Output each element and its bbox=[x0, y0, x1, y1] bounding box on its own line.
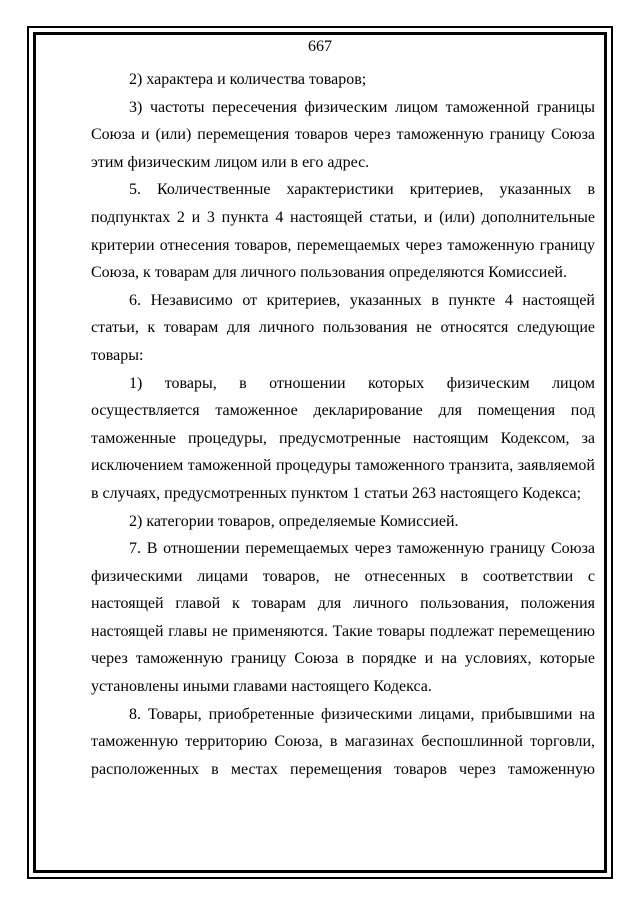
paragraph: 3) частоты пересечения физическим лицом таможенной границы Союза и (или) перемещения товаров через таможенную границу Союза этим физическим лицом или в его адрес. bbox=[91, 98, 595, 171]
document-body bbox=[91, 66, 595, 783]
paragraph: 8. Товары, приобретенные физическими лицами, прибывшими на таможенную территорию Союза, в магазинах беспошлинной торговли, расположенных в местах перемещения товаров через таможенную bbox=[91, 705, 595, 778]
paragraph: 5. Количественные характеристики критериев, указанных в подпунктах 2 и 3 пункта 4 настоящей статьи, и (или) дополнительные критерии отнесения товаров, перемещаемых через таможенную границу Союза, к товарам для личного пользования определяются Комиссией. bbox=[91, 181, 595, 282]
paragraph: 2) характера и количества товаров; bbox=[129, 71, 367, 88]
paragraph: 2) категории товаров, определяемые Комиссией. bbox=[129, 512, 459, 530]
paragraph: 6. Независимо от критериев, указанных в пункте 4 настоящей статьи, к товарам для личного пользования не относятся следующие товары: bbox=[91, 291, 595, 364]
paragraph: 1) товары, в отношении которых физическим лицом осуществляется таможенное декларирование для помещения под таможенные процедуры, предусмотренные настоящим Кодексом, за исключением таможенной процедуры таможенного транзита, заявляемой в случаях, предусмотренных пунктом 1 статьи 263 настоящего Кодекса; bbox=[91, 374, 595, 502]
paragraph: 7. В отношении перемещаемых через таможенную границу Союза физическими лицами товаров, не отнесенных в соответствии с настоящей главой к товарам для личного пользования, положения настоящей главы не применяются. Такие товары подлежат перемещению через таможенную границу Союза в порядке и на условиях, которые установлены иными главами настоящего Кодекса. bbox=[91, 540, 595, 696]
page-number: 667 bbox=[308, 38, 332, 55]
